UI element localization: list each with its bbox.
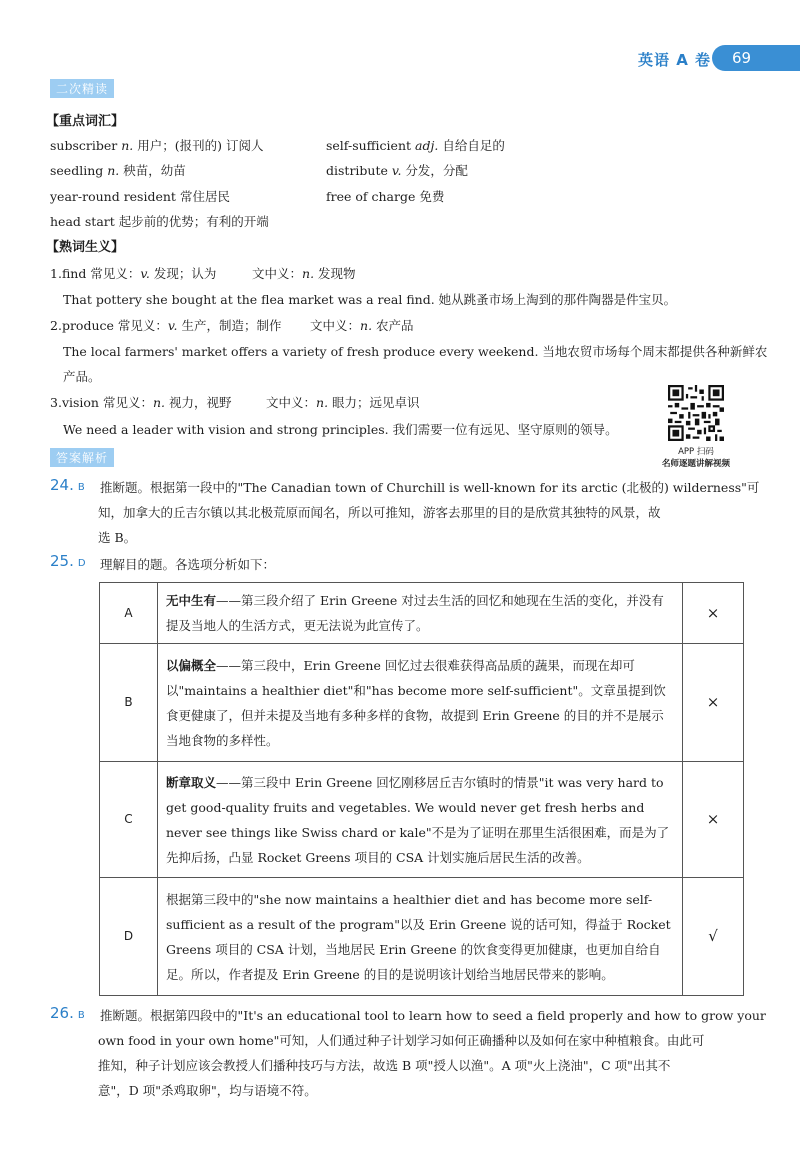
table-row: [100, 644, 744, 762]
question-number-26: 26. B: [50, 1004, 85, 1022]
familiar-context-vision: 文中义：n. 眼力；远见卓识: [266, 395, 420, 410]
option-label: A: [100, 583, 158, 644]
familiar-item-produce: 2.produce 常见义：v. 生产，制造；制作: [50, 318, 282, 333]
options-analysis-table: [99, 582, 744, 996]
table-row: [100, 583, 744, 644]
check-mark-icon: √: [683, 878, 744, 996]
example-sentence: We need a leader with vision and strong principles. 我们需要一位有远见、坚守原则的领导。: [63, 422, 618, 437]
familiar-item-find: 1.find 常见义：v. 发现；认为: [50, 266, 217, 281]
example-sentence: That pottery she bought at the flea market was a real find. 她从跳蚤市场上淘到的那件陶器是件宝贝。: [63, 292, 677, 307]
option-label: D: [100, 878, 158, 996]
qr-caption: APP 扫码 名师逐题讲解视频: [661, 447, 730, 469]
section-tag-analysis: 答案解析: [50, 448, 114, 467]
familiar-context-find: 文中义：n. 发现物: [252, 266, 356, 281]
vocab-item: free of charge 免费: [326, 189, 445, 204]
cross-mark-icon: ×: [683, 644, 744, 762]
familiar-context-produce: 文中义：n. 农产品: [310, 318, 414, 333]
vocab-item: year-round resident 常住居民: [50, 189, 230, 204]
option-analysis: 无中生有——第三段介绍了 Erin Greene 对过去生活的回忆和她现在生活的变化，并没有提及当地人的生活方式，更无法说为此宣传了。: [158, 583, 683, 644]
question-number-25: 25. D: [50, 552, 86, 570]
option-label: B: [100, 644, 158, 762]
page-number: 69: [712, 45, 800, 71]
familiar-heading: 【熟词生义】: [46, 240, 125, 255]
table-row: [100, 762, 744, 878]
option-analysis: 断章取义——第三段中 Erin Greene 回忆刚移居丘吉尔镇时的情景"it was very hard to get good-quality fruits and vegetables. We would never get fresh herbs and never see things like Swiss chard or kale"不是为了证明在那里生活很困难，而是为了先抑后扬，凸显 Rocket Greens 项目的 CSA 计划实施后居民生活的改善。: [158, 762, 683, 878]
table-row: [100, 878, 744, 996]
option-label: C: [100, 762, 158, 878]
option-analysis: 以偏概全——第三段中，Erin Greene 回忆过去很难获得高品质的蔬果，而现在却可以"maintains a healthier diet"和"has become more self-sufficient"。文章虽提到饮食更健康了，但并未提及当地有多种多样的食物，故提到 Erin Greene 的目的并不是展示当地食物的多样性。: [158, 644, 683, 762]
section-tag-intensive: 二次精读: [50, 79, 114, 98]
cross-mark-icon: ×: [683, 583, 744, 644]
answer-24-text: 推断题。根据第一段中的"The Canadian town of Churchill is well-known for its arctic (北极的) wilderness"可 知，加拿大的丘吉尔镇以其北极荒原而闻名，所以可推知，游客去那里的目的是欣赏其独特的风景，故 选 B。: [98, 480, 760, 545]
answer-26-text: 推断题。根据第四段中的"It's an educational tool to learn how to seed a field properly and how to grow your own food in your own home"可知，人们通过种子计划学习如何正确播种以及如何在家中种植粮食。由此可 推知，种子计划应该会教授人们播种技巧与方法，故选 B 项"授人以渔"。A 项"火上浇油"，C 项"出其不 意"，D 项"杀鸡取卵"，均与语境不符。: [98, 1008, 766, 1098]
vocab-item: distribute v. 分发，分配: [326, 163, 468, 178]
option-analysis: 根据第三段中的"she now maintains a healthier diet and has become more self-sufficient as a result of the program"以及 Erin Greene 说的话可知，得益于 Rocket Greens 项目的 CSA 计划，当地居民 Erin Greene 的饮食变得更加健康，也更加自给自足。所以，作者提及 Erin Greene 的目的是说明该计划给当地居民带来的影响。: [158, 878, 683, 996]
vocab-item: subscriber n. 用户；(报刊的) 订阅人: [50, 138, 264, 153]
example-sentence-cont: 产品。: [63, 369, 101, 384]
answer-25-intro: 理解目的题。各选项分析如下：: [100, 557, 276, 572]
example-sentence: The local farmers' market offers a variety of fresh produce every weekend. 当地农贸市场每个周末都提供各种新鲜农: [63, 344, 768, 359]
vocab-item: head start 起步前的优势；有利的开端: [50, 214, 269, 229]
question-number-24: 24. B: [50, 476, 85, 494]
vocab-item: self-sufficient adj. 自给自足的: [326, 138, 505, 153]
cross-mark-icon: ×: [683, 762, 744, 878]
familiar-item-vision: 3.vision 常见义：n. 视力，视野: [50, 395, 232, 410]
qr-code-icon[interactable]: [668, 385, 724, 441]
vocab-item: seedling n. 秧苗，幼苗: [50, 163, 186, 178]
header-title: 英语 A 卷: [638, 51, 712, 69]
vocab-heading: 【重点词汇】: [46, 114, 125, 129]
